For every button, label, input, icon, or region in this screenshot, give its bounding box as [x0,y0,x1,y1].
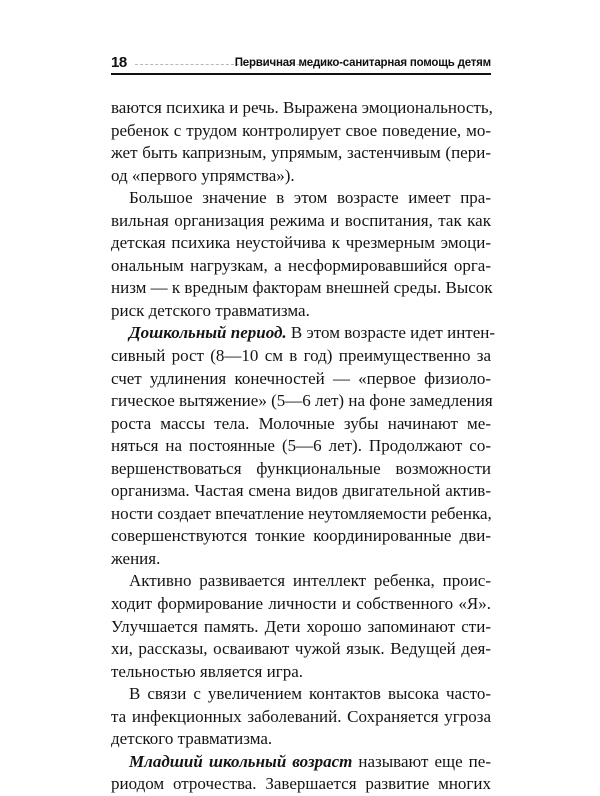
text-line: риодом отрочества. Завершается развитие многих [111,774,491,794]
body-text [111,97,496,796]
paragraph [111,683,491,751]
text-line [111,751,491,774]
text-line: В связи с увеличением контактов высока часто- [129,684,491,704]
text-line: роста массы тела. Молочные зубы начинают ме- [111,413,491,433]
paragraph-continued [111,97,491,187]
text-line: од «первого упрямства»). [111,165,295,185]
book-title: Первичная медико-санитарная помощь детям [234,57,491,69]
text-line: организма. Частая смена видов двигательной актив- [111,481,491,501]
paragraph-junior-school-age [111,751,491,796]
text-line: вершенствоваться функциональные возможности [111,458,491,478]
text-line: риск детского травматизма. [111,300,310,320]
paragraph-preschool-period [111,322,496,570]
text-line: хи, рассказы, осваивают чужой язык. Ведущей дея- [111,639,491,659]
text-line: няться на постоянные (5—6 лет). Продолжают со- [111,436,491,456]
text-line: Активно развивается интеллект ребенка, проис- [129,571,491,591]
running-head [111,50,491,74]
text-line: тельностью является игра. [111,661,303,681]
text-line: совершенствуются тонкие координированные дви- [111,526,491,546]
paragraph [111,570,491,683]
run-in-heading: Младший школьный возраст [129,751,353,771]
text-line: гическое вытяжение» (5—6 лет) на фоне замедления [111,391,493,411]
text-fragment: называют еще пе- [352,751,491,771]
text-line: жет быть капризным, упрямым, застенчивым (пери- [111,143,491,163]
text-line: низм — к вредным факторам внешней среды. Высок [111,278,493,298]
text-line: ональным нагрузкам, а несформировавшийся орга- [111,255,491,275]
header-rule [111,73,491,75]
text-line: ности создает впечатление неутомляемости ребенка, [111,503,492,523]
text-line: та инфекционных заболеваний. Сохраняется угроза [111,706,491,726]
text-line: вильная организация режима и воспитания, так как [111,210,491,230]
text-line: ребенок с трудом контролирует свое поведение, мо- [111,120,491,140]
page-number: 18 [111,54,127,71]
text-line: сивный рост (8—10 см в год) преимущественно за [111,346,491,366]
text-line: счет удлинения конечностей — «первое физиоло- [111,368,491,388]
text-line: ваются психика и речь. Выражена эмоциональность, [111,98,493,117]
text-line: Большое значение в этом возрасте имеет пра- [129,188,491,208]
text-line: детская психика неустойчива к чрезмерным эмоци- [111,233,491,253]
run-in-heading: Дошкольный период. [129,323,287,343]
text-line: детского травматизма. [111,729,273,749]
paragraph [111,187,491,322]
text-line [111,322,496,345]
text-line: Улучшается память. Дети хорошо запоминают сти- [111,616,491,636]
text-line: жения. [111,548,161,568]
text-fragment: В этом возрасте идет интен- [286,323,496,343]
text-line: ходит формирование личности и собственного «Я». [111,594,491,614]
